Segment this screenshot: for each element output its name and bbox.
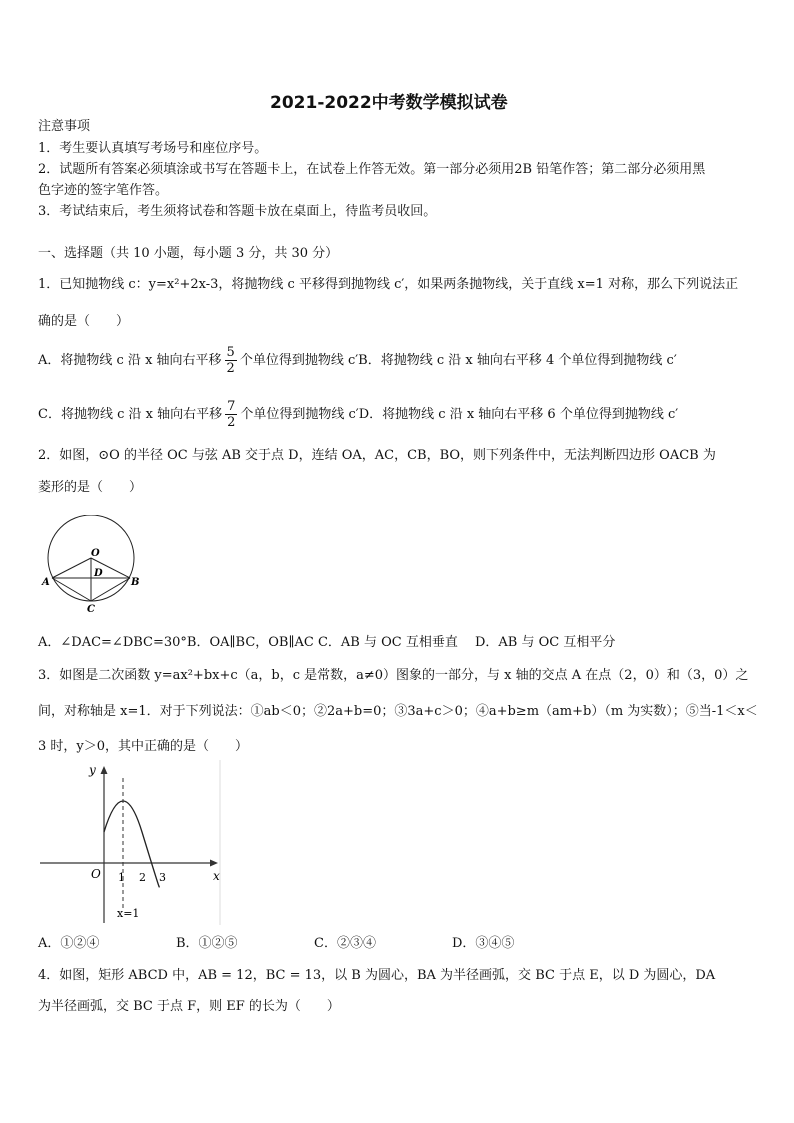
q3-option-b: B．①②⑤ xyxy=(176,936,238,951)
figure-background xyxy=(38,760,223,925)
section-heading: 一、选择题（共 10 小题，每小题 3 分，共 30 分） xyxy=(38,246,339,261)
q1-option-a-text: A．将抛物线 c 沿 x 轴向右平移 xyxy=(38,353,222,368)
q4-stem-cont: 为半径画弧，交 BC 于点 F，则 EF 的长为（ ） xyxy=(38,999,340,1014)
q3-stem-cont: 间，对称轴是 x=1．对于下列说法：①ab＜0；②2a+b=0；③3a+c＞0；④a+b≥m（am+b）（m 为实数）；⑤当-1＜x＜ xyxy=(38,704,758,719)
notice-item: 1．考生要认真填写考场号和座位序号。 xyxy=(38,141,268,156)
label-y: y xyxy=(89,763,96,777)
notice-item: 色字迹的签字笔作答。 xyxy=(38,183,169,198)
q1-option-c-text: C．将抛物线 c 沿 x 轴向右平移 xyxy=(38,407,223,422)
q3-stem: 3．如图是二次函数 y=ax²+bx+c（a，b，c 是常数，a≠0）图象的一部分，与 x 轴的交点 A 在点（2，0）和（3，0）之 xyxy=(38,668,749,683)
q3-stem-end: 3 时，y＞0，其中正确的是（ ） xyxy=(38,739,249,754)
label-x: x xyxy=(213,869,220,883)
label-b: B xyxy=(131,577,140,588)
segment-cb xyxy=(91,578,130,601)
q2-options: A．∠DAC=∠DBC=30°B．OA∥BC，OB∥AC C．AB 与 OC 互相垂直 D．AB 与 OC 互相平分 xyxy=(38,635,616,650)
notice-heading: 注意事项 xyxy=(38,119,91,134)
fraction-numerator: 7 xyxy=(227,399,236,414)
q1-options-ab xyxy=(38,345,677,376)
q3-parabola-figure xyxy=(38,760,223,925)
q3-option-d: D．③④⑤ xyxy=(452,936,515,951)
tick-label-1: 1 xyxy=(118,871,125,884)
q1-stem: 1．已知抛物线 c：y=x²+2x-3，将抛物线 c 平移得到抛物线 c′，如果两条抛物线，关于直线 x=1 对称，那么下列说法正 xyxy=(38,277,739,292)
q4-stem: 4．如图，矩形 ABCD 中，AB = 12，BC = 13，以 B 为圆心，BA 为半径画弧，交 BC 于点 E，以 D 为圆心，DA xyxy=(38,968,716,983)
fraction-numerator: 5 xyxy=(226,345,235,360)
q2-circle-figure xyxy=(38,515,148,620)
q1-stem-cont: 确的是（ ） xyxy=(38,314,130,329)
q1-option-a-fraction xyxy=(225,345,237,376)
q3-option-c: C．②③④ xyxy=(314,936,376,951)
q1-options-cd xyxy=(38,399,678,430)
label-origin: O xyxy=(91,867,101,881)
notice-item: 2．试题所有答案必须填涂或书写在答题卡上，在试卷上作答无效。第一部分必须用2B 铅笔作答；第二部分必须用黑 xyxy=(38,162,706,177)
page-title: 2021-2022中考数学模拟试卷 xyxy=(270,93,508,113)
q3-option-a: A．①②④ xyxy=(38,936,100,951)
label-a: A xyxy=(42,577,50,588)
fraction-denominator: 2 xyxy=(226,361,235,376)
segment-oa xyxy=(52,558,91,578)
label-symmetry-axis: x=1 xyxy=(117,907,140,920)
notice-item: 3．考试结束后，考生须将试卷和答题卡放在桌面上，待监考员收回。 xyxy=(38,204,437,219)
q1-option-b-text: 个单位得到抛物线 c′B．将抛物线 c 沿 x 轴向右平移 4 个单位得到抛物线 c′ xyxy=(239,353,677,368)
label-o: O xyxy=(91,548,100,559)
segment-ac xyxy=(52,578,91,601)
q1-option-d-text: 个单位得到抛物线 c′D．将抛物线 c 沿 x 轴向右平移 6 个单位得到抛物线 c′ xyxy=(240,407,679,422)
label-c: C xyxy=(87,604,95,615)
q1-option-c-fraction xyxy=(225,399,237,430)
tick-label-2: 2 xyxy=(139,871,146,884)
fraction-denominator: 2 xyxy=(227,415,236,430)
q2-stem-cont: 菱形的是（ ） xyxy=(38,480,143,495)
q2-stem: 2．如图，⊙O 的半径 OC 与弦 AB 交于点 D，连结 OA，AC，CB，BO，则下列条件中，无法判断四边形 OACB 为 xyxy=(38,448,716,463)
label-d: D xyxy=(94,568,103,579)
tick-label-3: 3 xyxy=(159,871,166,884)
